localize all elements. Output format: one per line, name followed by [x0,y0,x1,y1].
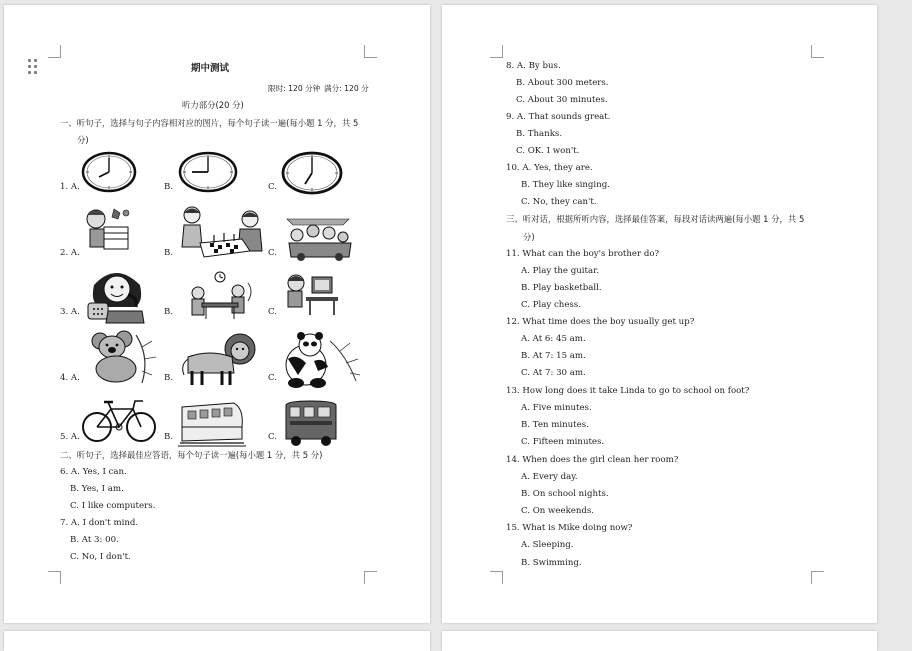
q9-option-c: C. OK. I won't. [516,146,580,156]
drag-handle-icon[interactable] [28,59,40,75]
q13-option-a: A. Five minutes. [521,403,592,413]
full-score: 满分: 120 分 [324,84,369,93]
option-label: B. [164,307,174,317]
option-label: C. [268,182,278,192]
q15-option-a: A. Sleeping. [521,540,574,550]
option-label: C. [268,248,278,258]
q6-option-a: 6. A. Yes, I can. [60,467,127,477]
q6-option-b: B. Yes, I am. [70,484,124,494]
q11-option-a: A. Play the guitar. [521,266,599,276]
document-page-4 [442,631,877,651]
q8-option-a: 8. A. By bus. [506,61,561,71]
section2-title: 二、听句子，选择最佳应答语，每个句子读一遍(每小题 1 分，共 5 分) [60,450,323,460]
section3-title: 三、听对话，根据所听内容，选择最佳答案，每段对话读两遍(每小题 1 分，共 5 [506,214,805,224]
margin-corner-mark [48,571,61,584]
q10-option-a: 10. A. Yes, they are. [506,163,593,173]
q7-option-a: 7. A. I don't mind. [60,518,139,528]
option-label: C. [268,307,278,317]
family-group-image [283,215,353,261]
margin-corner-mark [364,571,377,584]
option-label: 5. A. [60,432,80,442]
q15-question: 15. What is Mike doing now? [506,523,633,533]
document-page-1 [4,5,430,623]
lion-image [180,331,260,387]
margin-corner-mark [811,45,824,58]
option-label: B. [164,182,174,192]
q13-question: 13. How long does it take Linda to go to school on foot? [506,386,750,396]
option-label: 4. A. [60,373,80,383]
time-limit: 限时: 120 分钟 [268,84,321,93]
panda-image [284,331,360,389]
q6-option-c: C. I like computers. [70,501,156,511]
q8-option-c: C. About 30 minutes. [516,95,608,105]
boy-at-desk-image [82,203,138,259]
q11-option-b: B. Play basketball. [521,283,602,293]
train-image [178,399,246,447]
option-label: B. [164,432,174,442]
section1-title-cont: 分) [77,135,89,145]
child-at-computer-image [284,271,340,317]
page-title: 期中测试 [191,63,230,74]
option-label: C. [268,432,278,442]
q11-question: 11. What can the boy's brother do? [506,249,660,259]
listening-header: 听力部分(20 分) [182,100,244,110]
q13-option-c: C. Fifteen minutes. [521,437,605,447]
margin-corner-mark [490,571,503,584]
clock-icon [81,151,137,193]
section1-title: 一、听句子，选择与句子内容相对应的图片，每个句子读一遍(每小题 1 分，共 5 [60,118,359,128]
clock-icon [281,151,343,195]
clock-icon [178,151,238,193]
q10-option-b: B. They like singing. [521,180,610,190]
q14-option-a: A. Every day. [521,472,578,482]
girl-on-phone-image [84,267,150,323]
q13-option-b: B. Ten minutes. [521,420,589,430]
koala-image [90,327,160,385]
option-label: 1. A. [60,182,80,192]
option-label: B. [164,373,174,383]
margin-corner-mark [490,45,503,58]
q14-question: 14. When does the girl clean her room? [506,455,679,465]
q9-option-a: 9. A. That sounds great. [506,112,611,122]
q15-option-b: B. Swimming. [521,558,582,568]
document-page-3 [4,631,430,651]
q12-question: 12. What time does the boy usually get up? [506,317,695,327]
q7-option-b: B. At 3: 00. [70,535,119,545]
q7-option-c: C. No, I don't. [70,552,131,562]
q12-option-b: B. At 7: 15 am. [521,351,586,361]
q14-option-b: B. On school nights. [521,489,609,499]
q11-option-c: C. Play chess. [521,300,581,310]
q8-option-b: B. About 300 meters. [516,78,609,88]
margin-corner-mark [811,571,824,584]
q12-option-c: C. At 7: 30 am. [521,368,586,378]
people-at-desk-image [184,271,256,321]
option-label: 3. A. [60,307,80,317]
document-page-2 [442,5,877,623]
option-label: B. [164,248,174,258]
chess-players-image [180,203,264,259]
section3-title-cont: 分) [523,232,535,242]
q12-option-a: A. At 6: 45 am. [521,334,586,344]
q9-option-b: B. Thanks. [516,129,563,139]
bus-image [282,399,340,447]
option-label: 2. A. [60,248,80,258]
q10-option-c: C. No, they can't. [521,197,597,207]
option-label: C. [268,373,278,383]
margin-corner-mark [364,45,377,58]
bicycle-image [81,393,157,445]
q14-option-c: C. On weekends. [521,506,595,516]
margin-corner-mark [48,45,61,58]
